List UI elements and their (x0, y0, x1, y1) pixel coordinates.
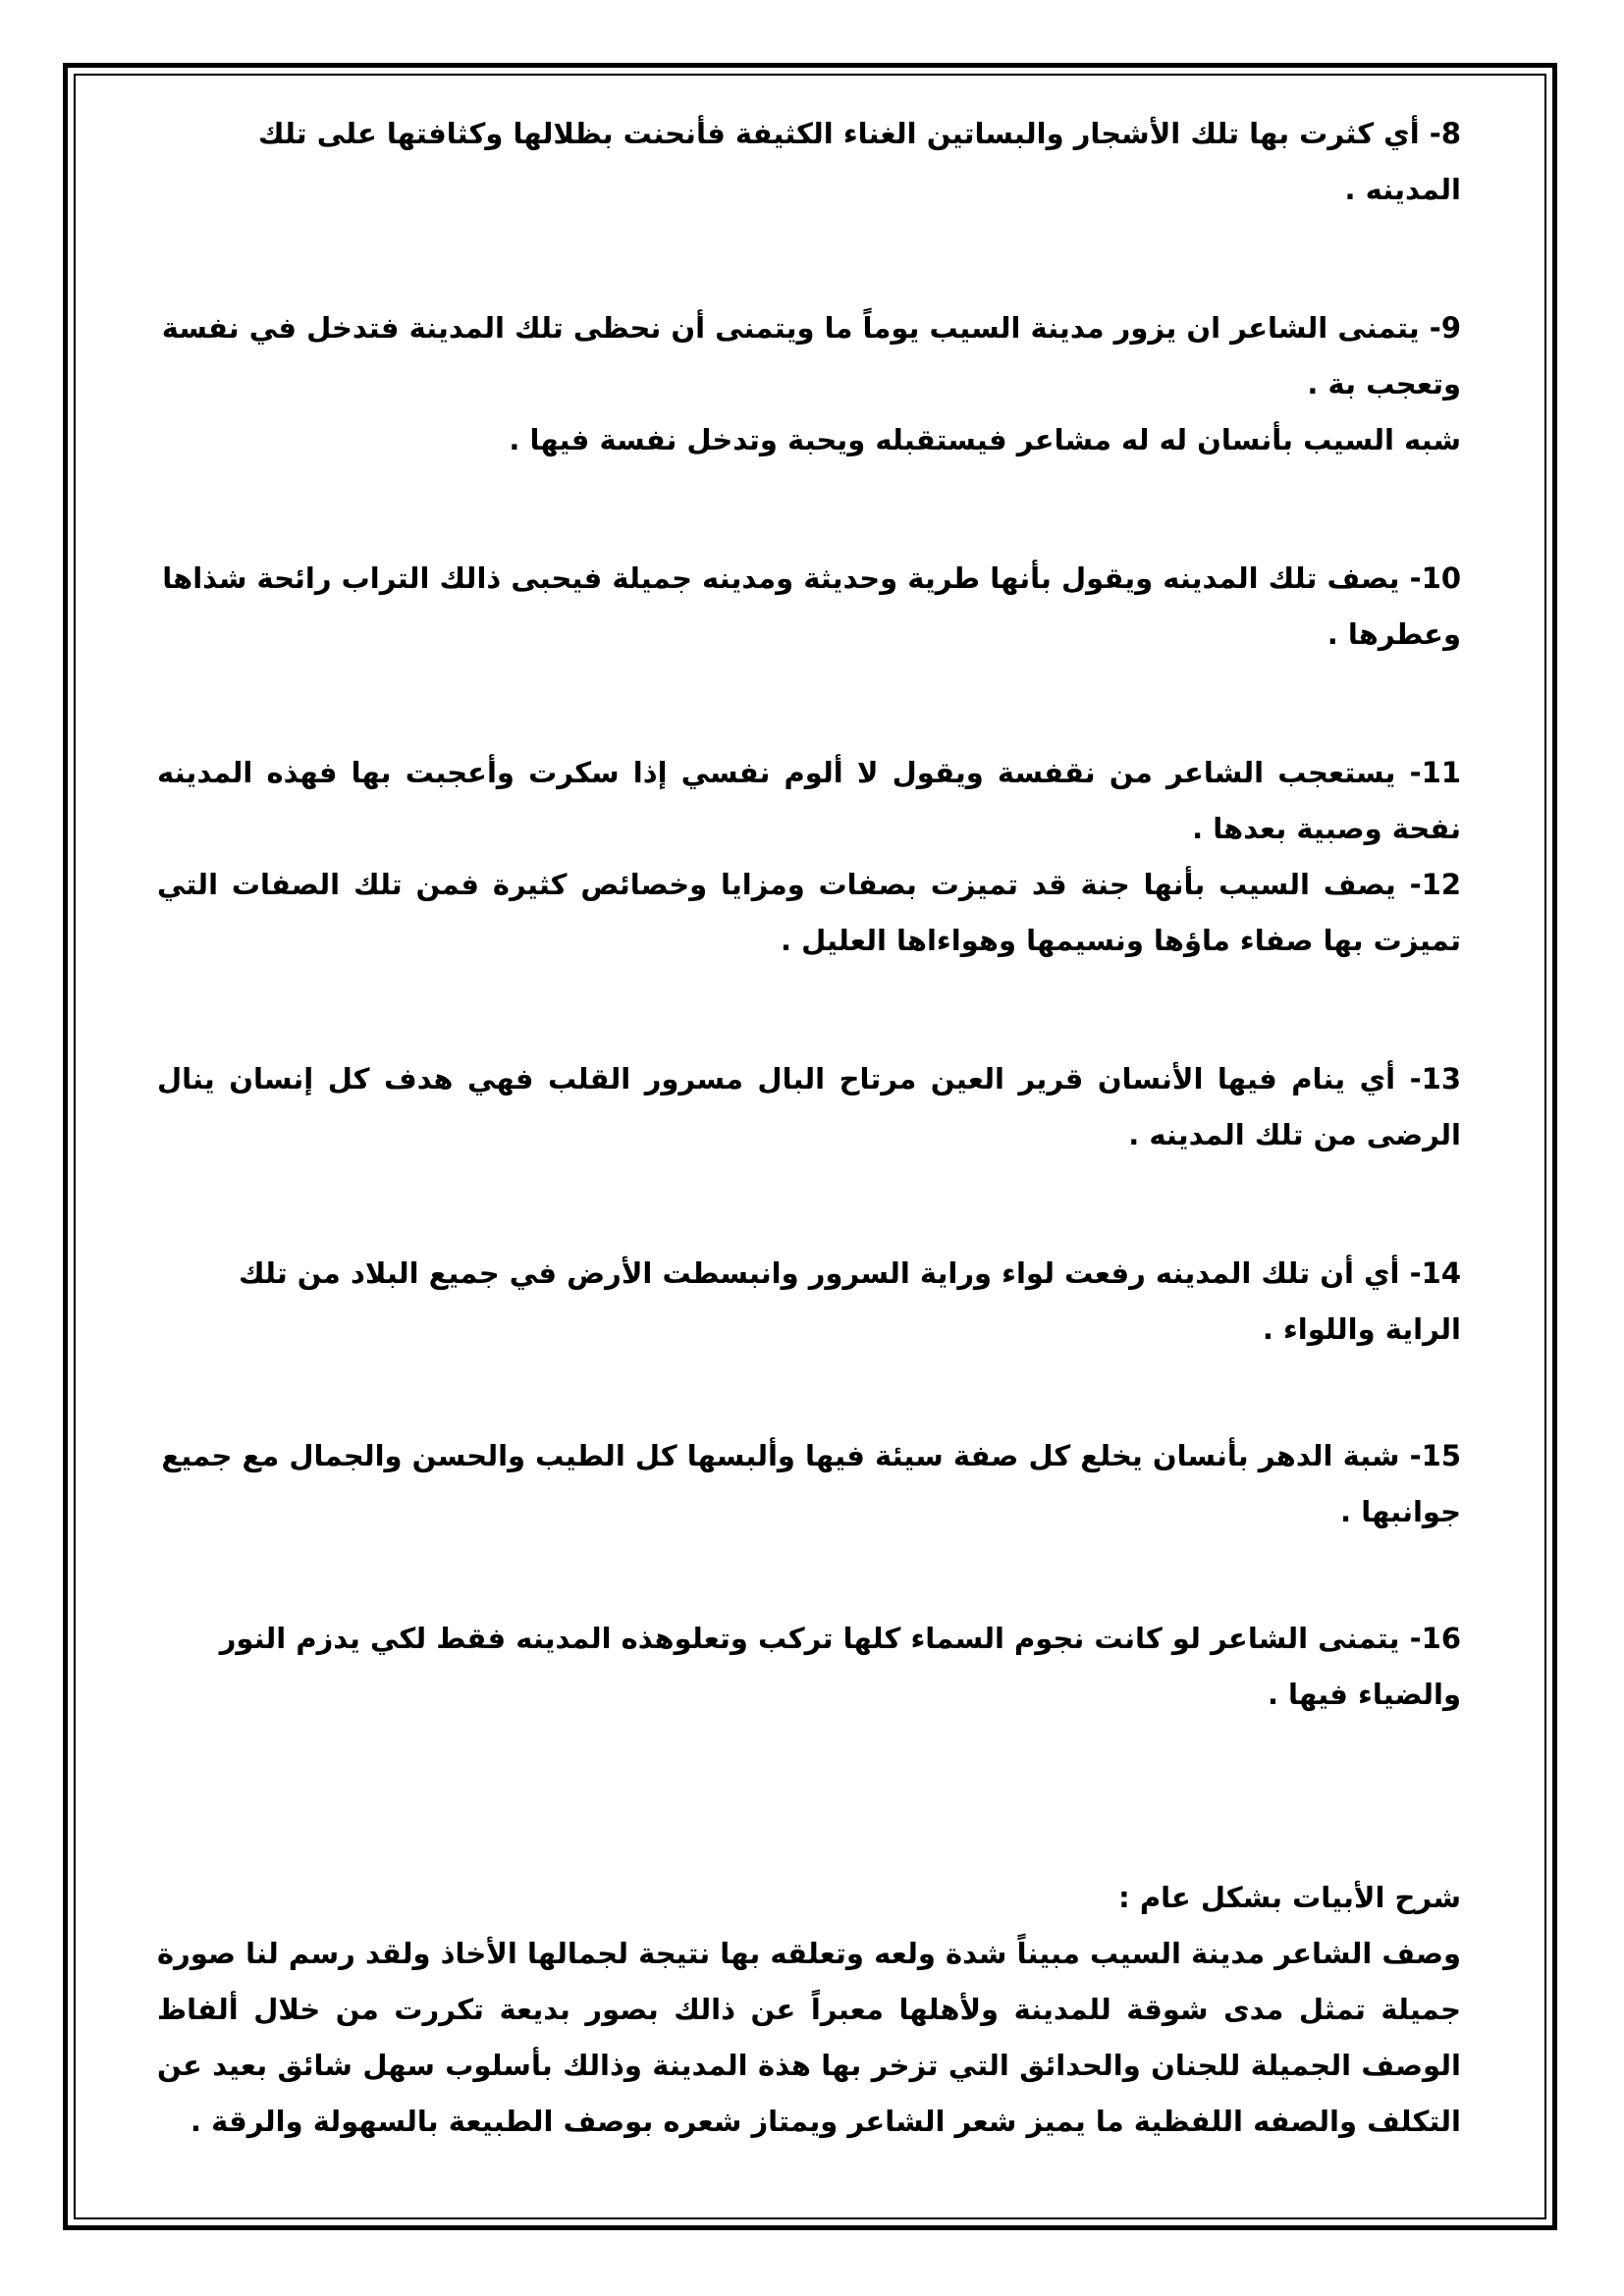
explanation-item-9: 9- يتمنى الشاعر ان يزور مدينة السيب يوماً ما ويتمنى أن نحظى تلك المدينة فتدخل في نفسة وتعجب بة . (161, 311, 1461, 400)
explanation-item-8: 8- أي كثرت بها تلك الأشجار والبساتين الغناء الكثيفة فأنحنت بظلالها وكثافتها على تلك المدينه . (257, 117, 1461, 206)
summary-heading: شرح الأبيات بشكل عام : (1118, 1881, 1461, 1914)
summary-body: وصف الشاعر مدينة السيب مبيناً شدة ولعه وتعلقه بها نتيجة لجمالها الأخاذ ولقد رسم لنا صورة جميلة تمثل مدى شوقة للمدينة ولأهلها معبراً عن ذالك بصور بديعة تكررت من خلال ألفاظ الوصف الجميلة للجنان والحدائق التي تزخر بها هذة المدينة وذالك بأسلوب سهل شائق بعيد عن التكلف والصفه اللفظية ما يميز شعر الشاعر ويمتاز شعره بوصف الطبيعة بالسهولة والرقة . (157, 1937, 1461, 2138)
explanation-item-11: 11- يستعجب الشاعر من نقفسة ويقول لا ألوم نفسي إذا سكرت وأعجبت بها فهذه المدينه نفحة وصبية بعدها . (157, 756, 1461, 845)
explanation-item-16: 16- يتمنى الشاعر لو كانت نجوم السماء كلها تركب وتعلوهذه المدينه فقط لكي يدزم النور والضياء فيها . (219, 1622, 1461, 1711)
explanation-item-12: 12- يصف السيب بأنها جنة قد تميزت بصفات ومزايا وخصائص كثيرة فمن تلك الصفات التي تميزت بها صفاء ماؤها ونسيمها وهواءاها العليل . (157, 868, 1461, 957)
document-body (157, 106, 1461, 2150)
explanation-item-14: 14- أي أن تلك المدينه رفعت لواء وراية السرور وانبسطت الأرض في جميع البلاد من تلك الراية واللواء . (238, 1256, 1461, 1346)
explanation-item-13: 13- أي ينام فيها الأنسان قرير العين مرتاح البال مسرور القلب فهي هدف كل إنسان ينال الرضى من تلك المدينه . (157, 1062, 1461, 1151)
explanation-item-10: 10- يصف تلك المدينه ويقول بأنها طرية وحديثة ومدينه جميلة فيحبى ذالك التراب رائحة شذاها وعطرها . (162, 561, 1461, 651)
explanation-item-9-line2: شبه السيب بأنسان له له مشاعر فيستقبله ويحبة وتدخل نفسة فيها . (509, 423, 1461, 456)
explanation-item-15: 15- شبة الدهر بأنسان يخلع كل صفة سيئة فيها وألبسها كل الطيب والحسن والجمال مع جميع جوانبها . (161, 1439, 1461, 1528)
